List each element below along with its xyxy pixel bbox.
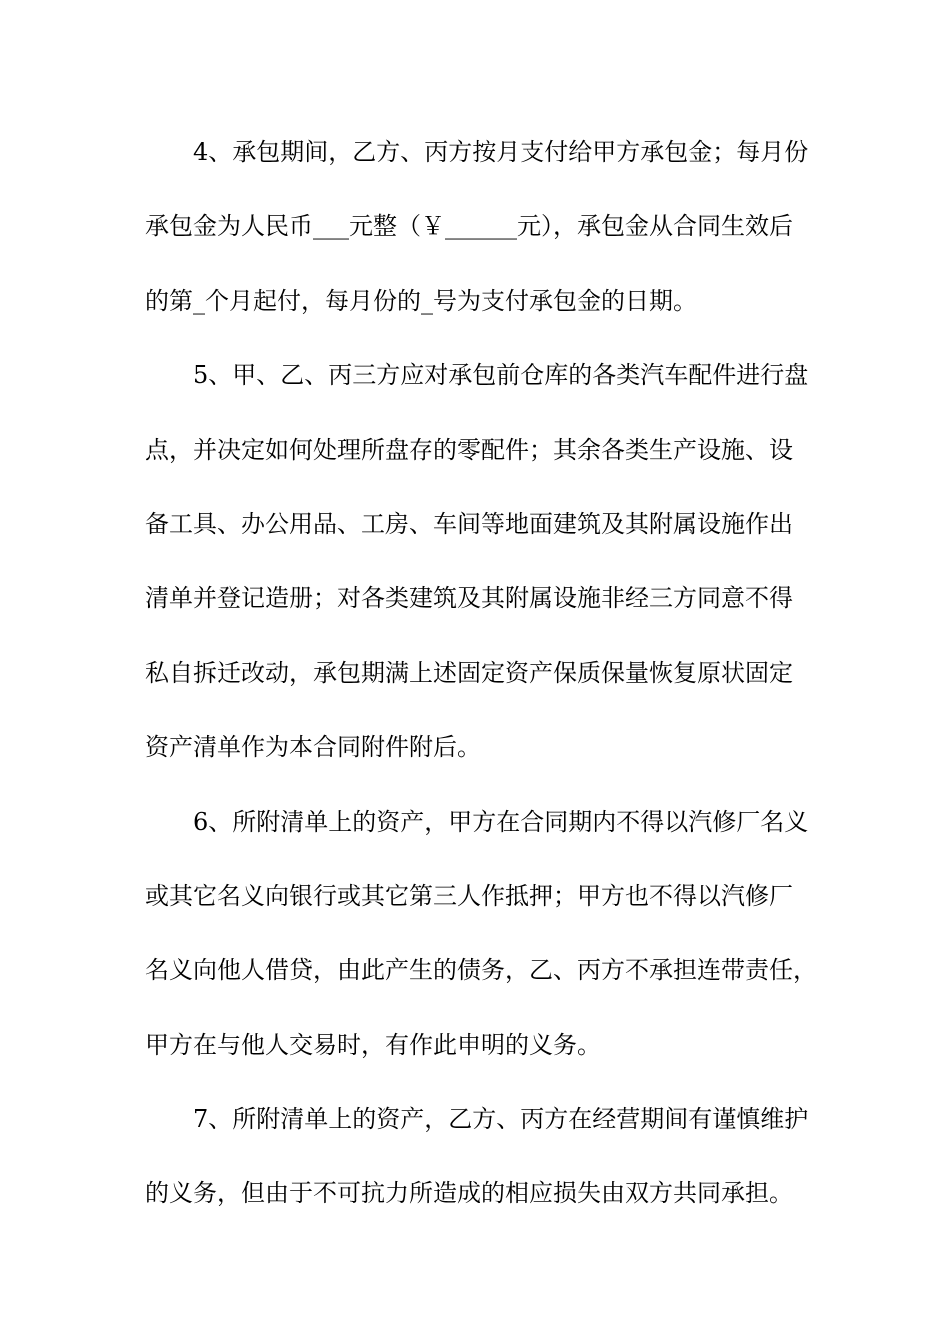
clause-7 <box>145 1082 835 1231</box>
clause-4-line-1: 4、承包期间，乙方、丙方按月支付给甲方承包金；每月份 <box>193 138 809 166</box>
clause-5-line-1: 5、甲、乙、丙三方应对承包前仓库的各类汽车配件进行盘 <box>193 361 809 390</box>
clause-4 <box>145 115 835 338</box>
clause-4-line-3: 的第_个月起付，每月份的_号为支付承包金的日期。 <box>145 286 697 315</box>
clause-6-line-2: 或其它名义向银行或其它第三人作抵押；甲方也不得以汽修厂 <box>145 881 793 910</box>
clause-5 <box>145 338 835 784</box>
clause-6-line-3: 名义向他人借贷，由此产生的债务，乙、丙方不承担连带责任， <box>145 956 817 985</box>
clause-5-line-6: 资产清单作为本合同附件附后。 <box>145 733 481 762</box>
clause-6 <box>145 785 835 1083</box>
clause-5-line-4: 清单并登记造册；对各类建筑及其附属设施非经三方同意不得 <box>145 584 793 613</box>
clause-6-line-4: 甲方在与他人交易时，有作此申明的义务。 <box>145 1030 601 1059</box>
clause-7-line-1: 7、所附清单上的资产，乙方、丙方在经营期间有谨慎维护 <box>193 1105 809 1134</box>
clause-5-line-2: 点，并决定如何处理所盘存的零配件；其余各类生产设施、设 <box>145 435 793 464</box>
clause-4-line-2: 承包金为人民币___元整（￥______元），承包金从合同生效后 <box>145 212 793 241</box>
clause-6-line-1: 6、所附清单上的资产，甲方在合同期内不得以汽修厂名义 <box>193 807 809 836</box>
clause-7-line-2: 的义务，但由于不可抗力所造成的相应损失由双方共同承担。 <box>145 1179 793 1208</box>
contract-body <box>145 115 835 1231</box>
clause-5-line-5: 私自拆迁改动，承包期满上述固定资产保质保量恢复原状固定 <box>145 658 793 687</box>
clause-5-line-3: 备工具、办公用品、工房、车间等地面建筑及其附属设施作出 <box>145 509 793 538</box>
